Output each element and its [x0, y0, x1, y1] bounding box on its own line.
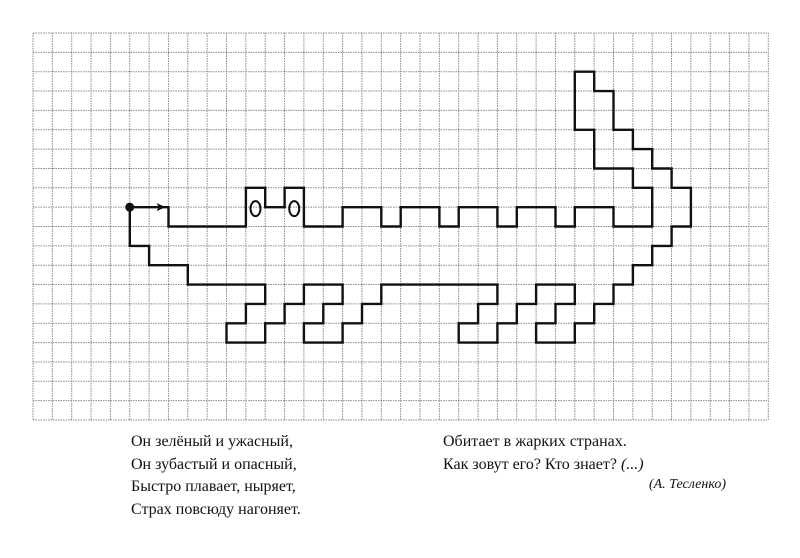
crocodile-eye-left — [251, 201, 261, 216]
poem-line — [443, 454, 644, 477]
poem-line: Он зубастый и опасный, — [131, 455, 297, 473]
poem-line-text: Как зовут его? Кто знает? — [443, 455, 617, 473]
poem-left-column — [131, 431, 301, 521]
crocodile-eye-right — [289, 201, 299, 216]
poem-author: (А. Тесленко) — [648, 477, 726, 492]
poem-right-column — [443, 431, 644, 476]
poem-line: Страх повсюду нагоняет. — [131, 500, 301, 518]
poem-line: Быстро плавает, ныряет, — [131, 478, 296, 495]
start-point-dot — [125, 203, 134, 212]
poem-line: Он зелёный и ужасный, — [131, 433, 293, 450]
poem-line: Обитает в жарких странах. — [443, 433, 627, 450]
answer-placeholder: (...) — [620, 455, 644, 473]
